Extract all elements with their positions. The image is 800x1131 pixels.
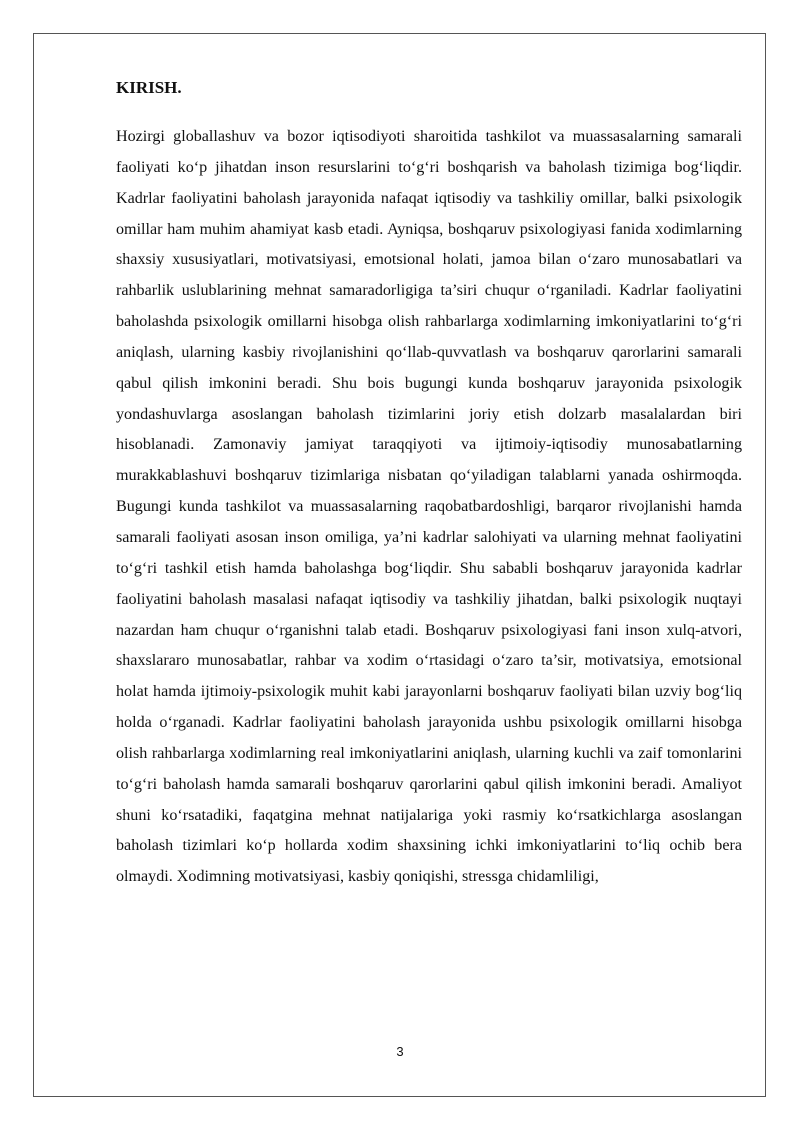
section-heading: KIRISH. xyxy=(116,78,182,97)
page-number: 3 xyxy=(396,1044,404,1059)
body-paragraph: Hozirgi globallashuv va bozor iqtisodiyoti sharoitida tashkilot va muassasalarning samarali faoliyati ko‘p jihatdan inson resurslarini to‘g‘ri boshqarish va baholash tizimiga bog‘liqdir. Kadrlar faoliyatini baholash jarayonida nafaqat iqtisodiy va tashkiliy omillar, balki psixologik omillar ham muhim ahamiyat kasb etadi. Ayniqsa, boshqaruv psixologiyasi fanida xodimlarning shaxsiy xususiyatlari, motivatsiyasi, emotsional holati, jamoa bilan o‘zaro munosabatlari va rahbarlik uslublarining mehnat samaradorligiga ta’siri chuqur o‘rganiladi. Kadrlar faoliyatini baholashda psixologik omillarni hisobga olish rahbarlarga xodimlarning imkoniyatlarini to‘g‘ri aniqlash, ularning kasbiy rivojlanishini qo‘llab-quvvatlash va boshqaruv qarorlarini samarali qabul qilish imkonini beradi. Shu bois bugungi kunda boshqaruv jarayonida psixologik yondashuvlarga asoslangan baholash tizimlarini joriy etish dolzarb masalalardan biri hisoblanadi. Zamonaviy jamiyat taraqqiyoti va ijtimoiy-iqtisodiy munosabatlarning murakkablashuvi boshqaruv tizimlariga nisbatan qo‘yiladigan talablarni yanada oshirmoqda. Bugungi kunda tashkilot va muassasalarning raqobatbardoshligi, barqaror rivojlanishi hamda samarali faoliyati asosan inson omiliga, ya’ni kadrlar salohiyati va ularning mehnat faoliyatini to‘g‘ri tashkil etish hamda baholashga bog‘liqdir. Shu sababli boshqaruv jarayonida kadrlar faoliyatini baholash masalasi nafaqat iqtisodiy va tashkiliy jihatdan, balki psixologik nuqtayi nazardan ham chuqur o‘rganishni talab etadi. Boshqaruv psixologiyasi fani inson xulq-atvori, shaxslararo munosabatlar, rahbar va xodim o‘rtasidagi o‘zaro ta’sir, motivatsiya, emotsional holat hamda ijtimoiy-psixologik muhit kabi jarayonlarni boshqaruv faoliyati bilan uzviy bog‘liq holda o‘rganadi. Kadrlar faoliyatini baholash jarayonida ushbu psixologik omillarni hisobga olish rahbarlarga xodimlarning real imkoniyatlarini aniqlash, ularning kuchli va zaif tomonlarini to‘g‘ri baholash hamda samarali boshqaruv qarorlarini qabul qilish imkonini beradi. Amaliyot shuni ko‘rsatadiki, faqatgina mehnat natijalariga yoki rasmiy ko‘rsatkichlarga asoslangan baholash tizimlari ko‘p hollarda xodim shaxsining ichki imkoniyatlarini to‘liq ochib bera olmaydi. Xodimning motivatsiyasi, kasbiy qoniqishi, stressga chidamliligi, xyxy=(116,128,742,886)
